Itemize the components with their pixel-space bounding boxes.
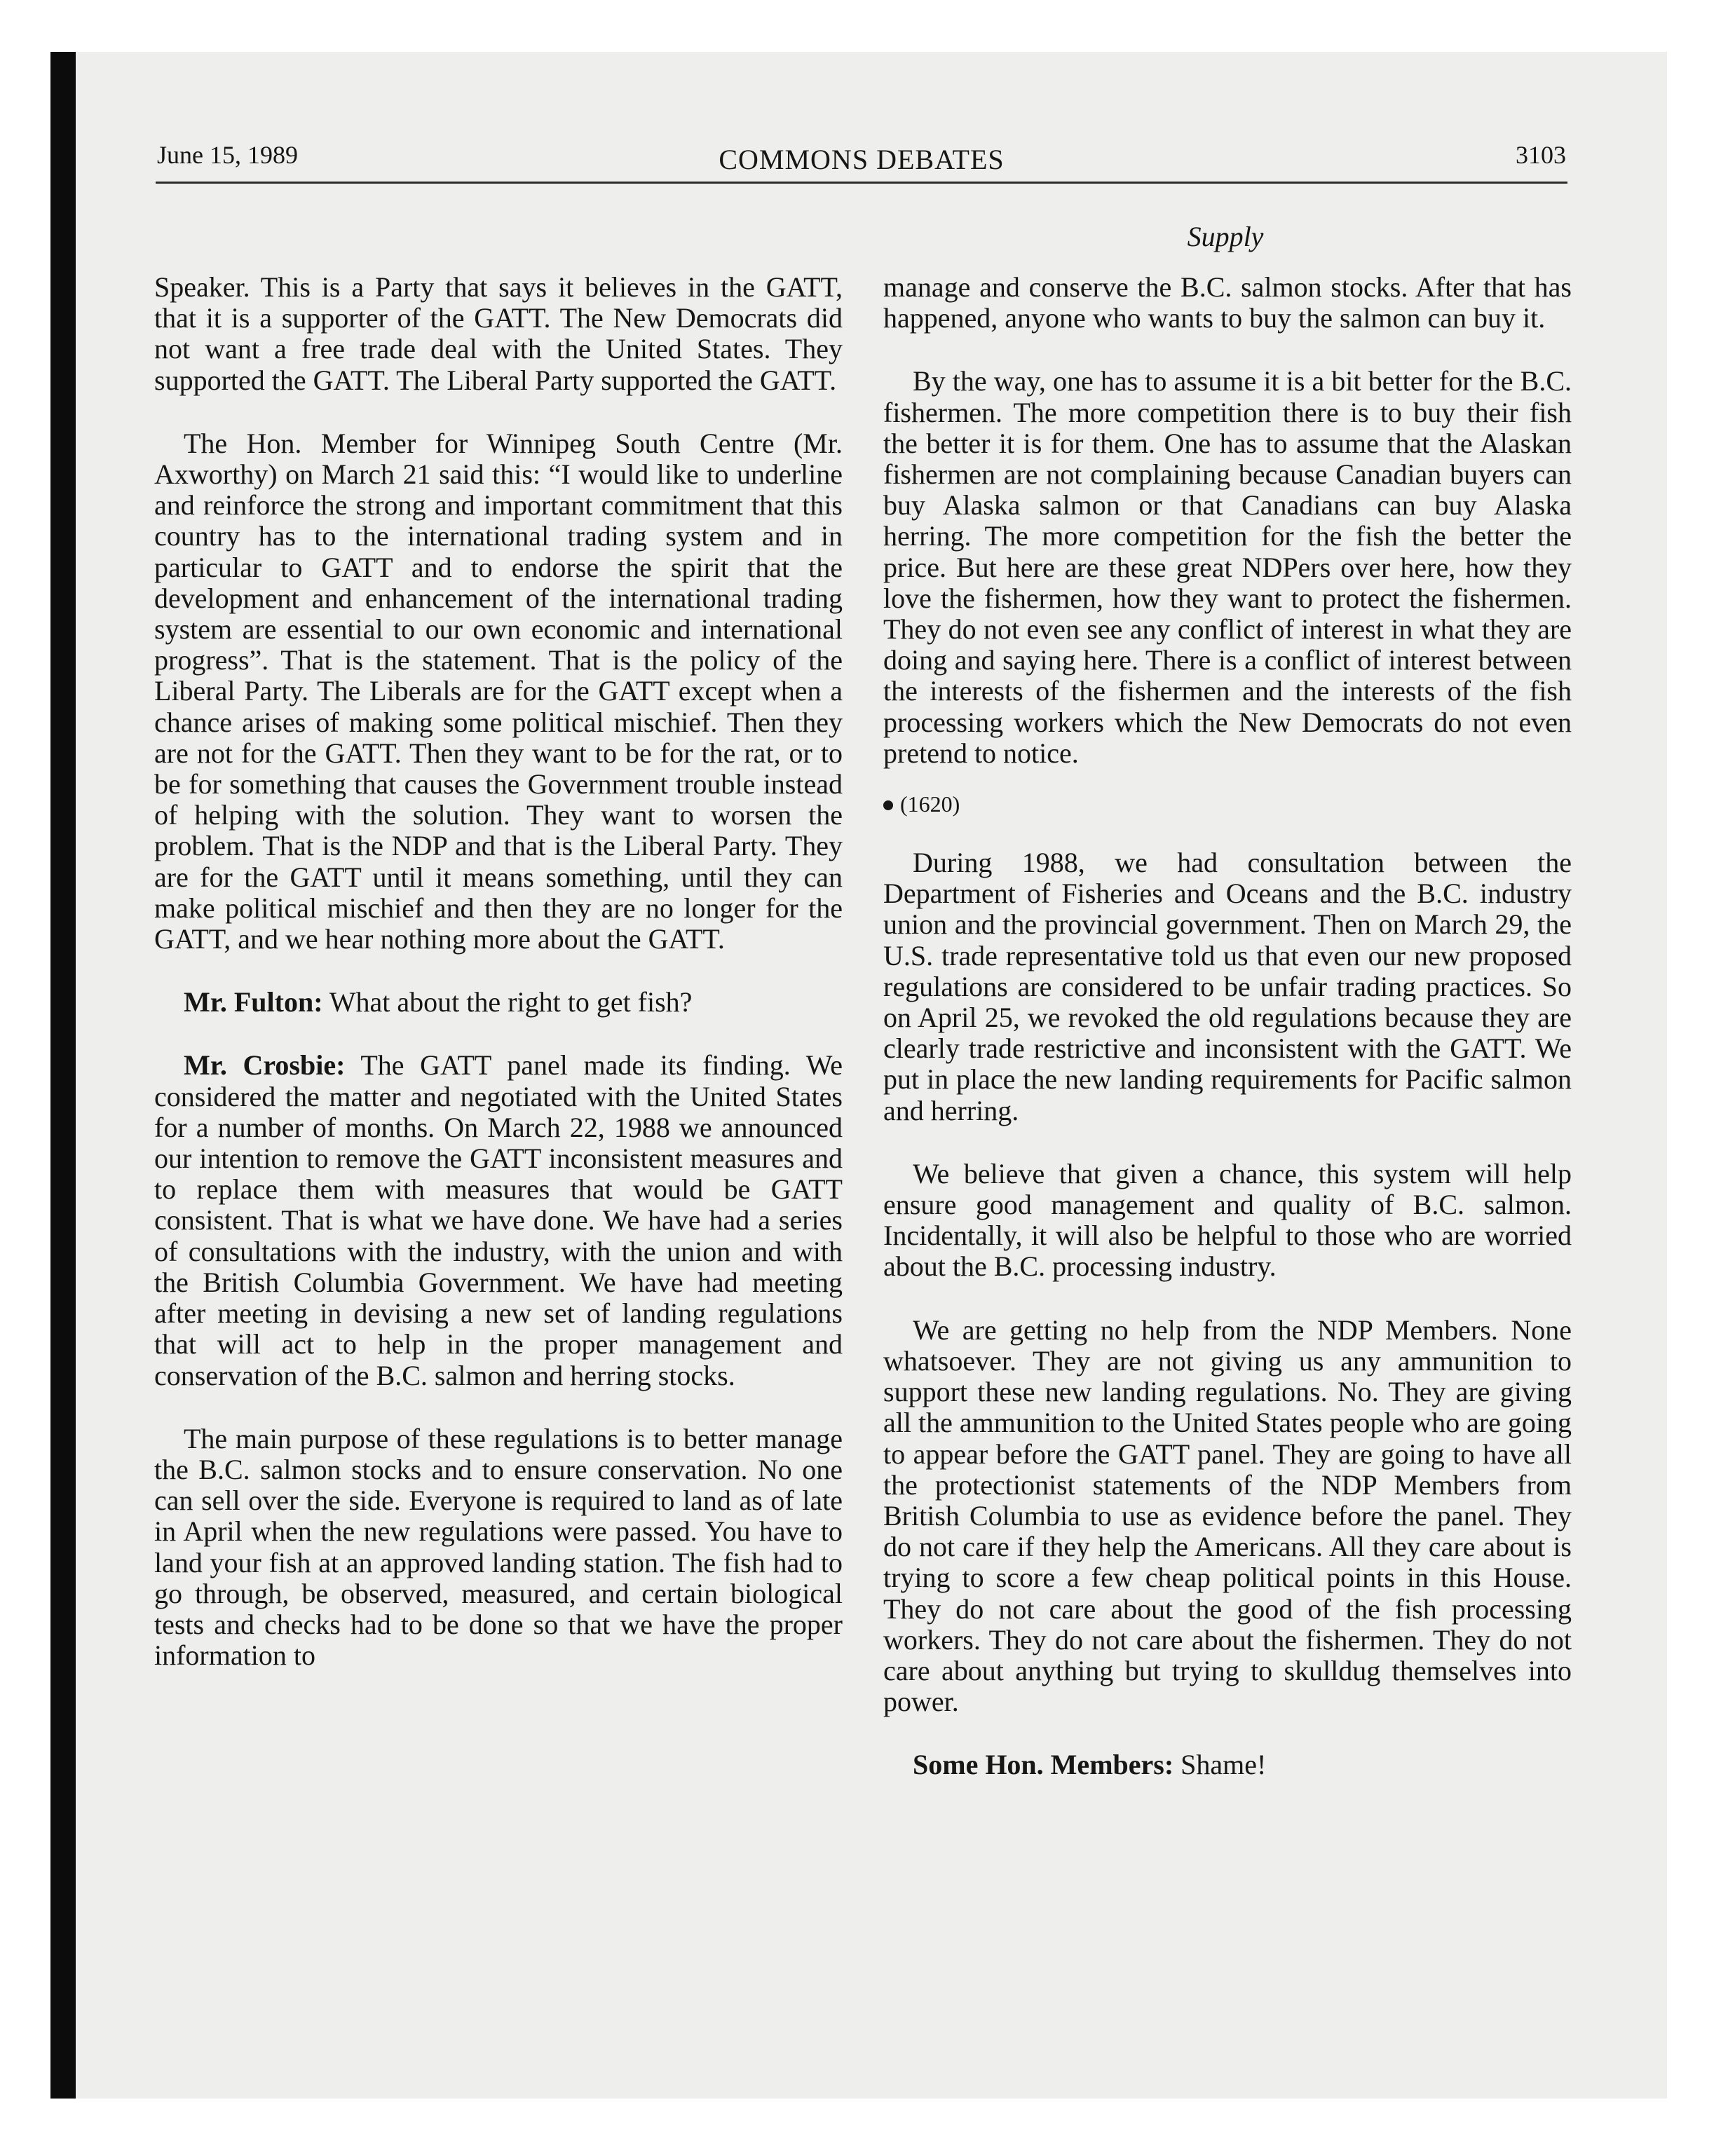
left-paragraph-2: The Hon. Member for Winnipeg South Centre (Mr. Axworthy) on March 21 said this: “I would like to underline and reinforce the strong and important commitment that this country has to the international trading system and in particular to GATT and to endorse the spirit that the development and enhancement of the international trading system are essential to our own economic and international progress”. That is the statement. That is the policy of the Liberal Party. The Liberals are for the GATT except when a chance arises of making some political mischief. Then they are not for the GATT. Then they want to be for the rat, or to be for something that causes the Government trouble instead of helping with the solution. They want to worsen the problem. That is the NDP and that is the Liberal Party. They are for the GATT until it means something, until they can make political mischief and then they are no longer for the GATT, and we hear nothing more about the GATT.: [154, 427, 843, 955]
speech-text: Shame!: [1181, 1749, 1267, 1781]
right-column: [883, 272, 1572, 1781]
speaker-name: Mr. Fulton:: [184, 986, 323, 1018]
running-header: [157, 140, 1566, 182]
right-paragraph-1: manage and conserve the B.C. salmon stocks. After that has happened, anyone who wants to buy the salmon can buy it.: [883, 271, 1572, 334]
left-paragraph-4: [154, 1050, 843, 1391]
right-paragraph-2: By the way, one has to assume it is a bit better for the B.C. fishermen. The more competition there is to buy their fish the better it is for them. One has to assume that the Alaskan fishermen are not complaining because Canadian buyers can buy Alaska salmon or that Canadians can buy Alaska herring. The more competition for the fish the better the price. But here are these great NDPers over here, how they love the fishermen, how they want to protect the fishermen. They do not even see any conflict of interest in what they are doing and saying here. There is a conflict of interest between the interests of the fishermen and the interests of the fish processing workers which the New Democrats do not even pretend to notice.: [883, 365, 1572, 769]
right-paragraph-4: We believe that given a chance, this system will help ensure good management and quality of B.C. salmon. Incidentally, it will also be helpful to those who are worried about the B.C. processing industry.: [883, 1157, 1572, 1283]
bullet-icon: [883, 800, 893, 810]
speaker-name: Some Hon. Members:: [913, 1749, 1174, 1781]
right-paragraph-6: [883, 1749, 1572, 1780]
right-paragraph-5: We are getting no help from the NDP Members. None whatsoever. They are not giving us any ammunition to support these new landing regulations. No. They are giving all the ammunition to the United States people who are going to appear before the GATT panel. They are going to have all the protectionist statements of the NDP Members from British Columbia to use as evidence before the panel. They do not care if they help the Americans. All they care about is trying to score a few cheap political points in this House. They do not care about the good of the fish processing workers. They do not care about the fishermen. They do not care about anything but trying to skulldug themselves into power.: [883, 1314, 1572, 1718]
header-rule: [156, 182, 1567, 184]
speech-text: What about the right to get fish?: [329, 986, 693, 1018]
left-paragraph-5: The main purpose of these regulations is to better manage the B.C. salmon stocks and to ensure conservation. No one can sell over the side. Everyone is required to land as of late in April when the new regulations were passed. You have to land your fish at an approved landing station. The fish had to go through, be observed, measured, and certain biological tests and checks had to be done so that we have the proper information to: [154, 1422, 843, 1672]
header-title: COMMONS DEBATES: [719, 144, 1005, 175]
right-paragraph-3: During 1988, we had consultation between the Department of Fisheries and Oceans and the B.C. industry union and the provincial government. Then on March 29, the U.S. trade representative told us that even our new proposed regulations are considered to be unfair trading practices. So on April 25, we revoked the old regulations because they are clearly trade restrictive and inconsistent with the GATT. We put in place the new landing requirements for Pacific salmon and herring.: [883, 847, 1572, 1126]
header-date: June 15, 1989: [157, 141, 298, 169]
left-paragraph-3: [154, 987, 843, 1018]
left-column: [154, 272, 843, 1671]
time-marker-text: (1620): [900, 791, 960, 817]
page-number: 3103: [1516, 141, 1566, 169]
speech-text: The GATT panel made its finding. We considered the matter and negotiated with the United States for a number of months. On March 22, 1988 we announced our intention to remove the GATT inconsistent measures and to replace them with measures that would be GATT consistent. That is what we have done. We have had a series of consultations with the industry, with the union and with the British Columbia Government. We have had meeting after meeting in devising a new set of landing regulations that will act to help in the proper management and conservation of the B.C. salmon and herring stocks.: [154, 1049, 843, 1391]
time-marker: [883, 789, 1572, 819]
speaker-name: Mr. Crosbie:: [184, 1049, 346, 1082]
left-paragraph-1: Speaker. This is a Party that says it believes in the GATT, that it is a supporter of the GATT. The New Democrats did not want a free trade deal with the United States. They supported the GATT. The Liberal Party supported the GATT.: [154, 271, 843, 396]
section-label: Supply: [1187, 221, 1264, 252]
scan-edge-bar: [50, 52, 76, 2099]
